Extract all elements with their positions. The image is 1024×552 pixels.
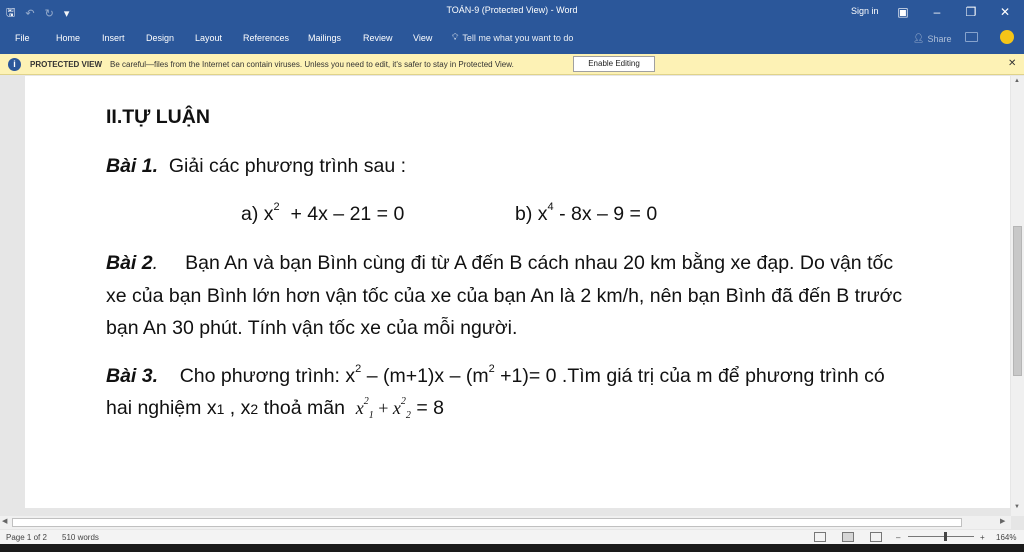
bai1-text: Giải các phương trình sau :: [168, 155, 407, 177]
person-icon: 👤︎: [913, 33, 925, 43]
vertical-scrollbar[interactable]: [1011, 76, 1024, 516]
tab-review[interactable]: Review: [363, 33, 393, 43]
formula-x1-sub: 1: [368, 410, 374, 421]
feedback-smiley-icon[interactable]: [1000, 30, 1014, 44]
page-count[interactable]: Page 1 of 2: [6, 533, 47, 542]
formula-plus: +: [378, 398, 389, 418]
customize-qat-icon[interactable]: ▾: [63, 8, 70, 20]
shield-info-icon: i: [8, 58, 21, 71]
scroll-left-icon[interactable]: ◀: [2, 518, 8, 525]
word-count[interactable]: 510 words: [62, 533, 99, 542]
share-button[interactable]: [913, 33, 951, 44]
formula-x1-exp: 2: [363, 396, 369, 407]
redo-icon[interactable]: ↻: [44, 8, 54, 20]
bai3-label: Bài 3.: [106, 365, 159, 387]
taskbar: [0, 544, 1024, 552]
bai3-sub-1: 1: [216, 401, 225, 417]
comments-icon[interactable]: [965, 32, 978, 42]
equation-b-rest: - 8x – 9 = 0: [559, 203, 658, 225]
read-mode-icon[interactable]: [814, 532, 826, 542]
web-layout-icon[interactable]: [870, 532, 882, 542]
sum-of-squares-formula: [355, 396, 411, 421]
zoom-in-button[interactable]: +: [980, 533, 985, 542]
close-bar-icon[interactable]: ✕: [1008, 58, 1017, 69]
tell-me-text: Tell me what you want to do: [462, 32, 574, 43]
ribbon-tabs: [0, 24, 1024, 54]
equation-a-base: a) x: [241, 203, 274, 225]
equation-b-base: b) x: [515, 203, 548, 225]
formula-x2: x: [392, 398, 401, 418]
bai2-text-1: Bạn An và bạn Bình cùng đi từ A đến B cách nhau 20 km bằng xe đạp. Do vận tốc: [185, 252, 894, 274]
bai3-line2-end: = 8: [416, 397, 444, 419]
bai1-label: Bài 1.: [106, 155, 159, 177]
status-bar: [0, 530, 1024, 544]
tab-file[interactable]: File: [15, 33, 30, 43]
bai3-exp-2: 2: [488, 363, 495, 375]
enable-editing-button[interactable]: Enable Editing: [573, 56, 655, 72]
formula-x1: x: [355, 398, 364, 418]
protected-view-label: PROTECTED VIEW: [30, 60, 103, 69]
bai3-mid: – (m+1)x – (m: [366, 365, 489, 387]
scroll-up-icon[interactable]: ▲: [1014, 78, 1020, 84]
equation-b: [515, 203, 657, 226]
bai2-line-1: [106, 252, 893, 275]
bai3-line-2: [106, 397, 444, 420]
horizontal-scroll-thumb[interactable]: [12, 518, 962, 527]
scroll-down-icon[interactable]: ▼: [1014, 504, 1020, 510]
share-label: Share: [927, 33, 952, 44]
bai1-line: [106, 155, 406, 178]
window-title: TOÁN-9 (Protected View) - Word: [446, 5, 578, 15]
protected-view-bar: [0, 54, 1024, 75]
tab-view[interactable]: View: [413, 33, 433, 43]
tab-home[interactable]: Home: [56, 33, 81, 43]
formula-x2-exp: 2: [400, 396, 406, 407]
bai3-tail: +1)= 0 .Tìm giá trị của m để phương trình có: [500, 365, 885, 387]
tell-me-box[interactable]: [452, 32, 573, 43]
bai3-exp-1: 2: [355, 363, 362, 375]
section-heading: II.TỰ LUẬN: [106, 106, 210, 128]
tab-insert[interactable]: Insert: [102, 33, 125, 43]
undo-icon[interactable]: ↶: [25, 8, 35, 20]
bai2-line-2: xe của bạn Bình lớn hơn vận tốc của xe của bạn An là 2 km/h, nên bạn Bình đã đến B trước: [106, 285, 903, 307]
protected-view-message: Be careful—files from the Internet can contain viruses. Unless you need to edit, it's safer to stay in Protected View.: [110, 60, 514, 69]
minimize-icon[interactable]: –: [933, 5, 941, 19]
formula-x2-sub: 2: [405, 410, 411, 421]
print-layout-icon[interactable]: [842, 532, 854, 542]
sign-in-link[interactable]: Sign in: [851, 6, 879, 16]
restore-icon[interactable]: ❐: [965, 5, 977, 19]
bai3-line2-a: hai nghiệm x: [106, 397, 217, 419]
scroll-right-icon[interactable]: ▶: [1000, 518, 1006, 525]
bai3-intro: Cho phương trình: x: [179, 365, 356, 387]
close-icon[interactable]: ✕: [999, 5, 1011, 19]
zoom-slider-thumb[interactable]: [944, 532, 947, 541]
bai3-line2-c: thoả mãn: [263, 397, 345, 419]
lightbulb-icon: 💡︎: [452, 32, 459, 42]
tab-mailings[interactable]: Mailings: [308, 33, 342, 43]
equation-a: [241, 203, 404, 226]
equation-a-rest: + 4x – 21 = 0: [290, 203, 405, 225]
bai3-sub-2: 2: [250, 401, 259, 417]
tab-layout[interactable]: Layout: [195, 33, 223, 43]
bai2-label: Bài 2: [106, 252, 153, 274]
tab-references[interactable]: References: [243, 33, 290, 43]
equation-a-exponent: 2: [273, 201, 280, 213]
zoom-level[interactable]: 164%: [996, 533, 1017, 542]
ribbon-display-options-icon[interactable]: ▣: [897, 5, 909, 19]
bai3-line2-b: , x: [229, 397, 251, 419]
zoom-slider[interactable]: [908, 536, 974, 537]
save-icon[interactable]: 🖫: [6, 7, 16, 19]
tab-design[interactable]: Design: [146, 33, 175, 43]
bai2-line-3: bạn An 30 phút. Tính vận tốc xe của mỗi người.: [106, 317, 518, 339]
zoom-out-button[interactable]: –: [896, 533, 901, 542]
title-bar: [0, 0, 1024, 24]
horizontal-scrollbar[interactable]: [0, 516, 1011, 529]
equation-b-exponent: 4: [547, 201, 554, 213]
bai3-line-1: [106, 365, 885, 388]
bai2-dot: .: [152, 252, 159, 274]
vertical-scroll-thumb[interactable]: [1013, 226, 1022, 376]
